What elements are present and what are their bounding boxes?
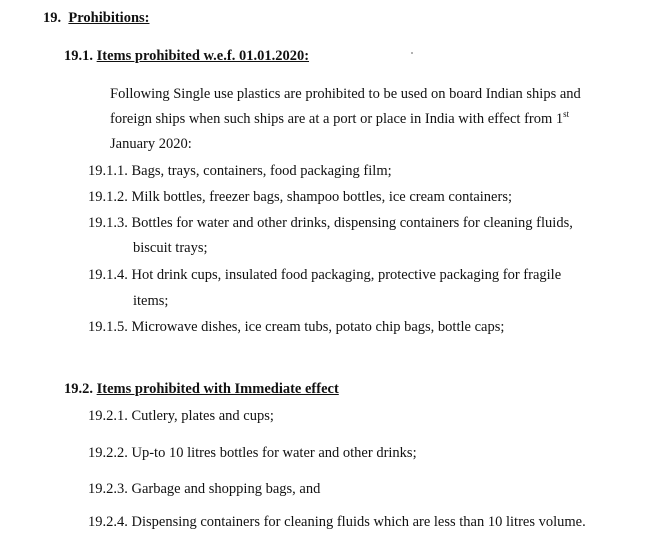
section-number: 19. xyxy=(43,10,62,26)
list-item xyxy=(88,318,504,336)
item-text: Cutlery, plates and cups; xyxy=(131,408,274,424)
item-text: Bottles for water and other drinks, dispensing containers for cleaning fluids, xyxy=(131,215,573,231)
section-heading xyxy=(43,9,149,27)
item-text: Milk bottles, freezer bags, shampoo bottles, ice cream containers; xyxy=(131,189,512,205)
section-title: Prohibitions: xyxy=(68,10,150,26)
item-number: 19.1.5. xyxy=(88,319,128,335)
item-number: 19.2.1. xyxy=(88,408,128,424)
list-item xyxy=(88,513,586,531)
scan-speck xyxy=(411,52,413,54)
item-number: 19.2.3. xyxy=(88,481,128,497)
item-number: 19.2.4. xyxy=(88,514,128,530)
intro-line-1: Following Single use plastics are prohibited to be used on board Indian ships and xyxy=(110,86,581,102)
item-number: 19.2.2. xyxy=(88,445,128,461)
item-text: Dispensing containers for cleaning fluids which are less than 10 litres volume. xyxy=(131,514,586,530)
list-item xyxy=(88,162,392,180)
item-text: Garbage and shopping bags, and xyxy=(131,481,321,497)
superscript: st xyxy=(563,109,570,119)
item-number: 19.1.3. xyxy=(88,215,128,231)
item-number: 19.1.2. xyxy=(88,189,128,205)
intro-line-2: foreign ships when such ships are at a port or place in India with effect from 1st xyxy=(110,109,570,127)
item-text: Bags, trays, containers, food packaging film; xyxy=(131,163,392,179)
list-item xyxy=(88,214,573,232)
list-item xyxy=(88,188,512,206)
list-item xyxy=(88,407,274,425)
intro-line-3: January 2020: xyxy=(110,136,192,152)
list-item xyxy=(88,266,561,284)
item-continuation: items; xyxy=(133,293,169,309)
subsection-number: 19.2. xyxy=(64,381,93,397)
item-number: 19.1.4. xyxy=(88,267,128,283)
subsection-title: Items prohibited with Immediate effect xyxy=(96,381,339,397)
item-text: Up-to 10 litres bottles for water and other drinks; xyxy=(131,445,417,461)
item-number: 19.1.1. xyxy=(88,163,128,179)
subsection-heading-19-1 xyxy=(64,47,309,65)
subsection-heading-19-2 xyxy=(64,380,339,398)
list-item xyxy=(88,480,320,498)
subsection-number: 19.1. xyxy=(64,48,93,64)
item-text: Hot drink cups, insulated food packaging, protective packaging for fragile xyxy=(131,267,562,283)
item-continuation: biscuit trays; xyxy=(133,240,208,256)
list-item xyxy=(88,444,417,462)
subsection-title: Items prohibited w.e.f. 01.01.2020: xyxy=(96,48,310,64)
item-text: Microwave dishes, ice cream tubs, potato chip bags, bottle caps; xyxy=(131,319,505,335)
